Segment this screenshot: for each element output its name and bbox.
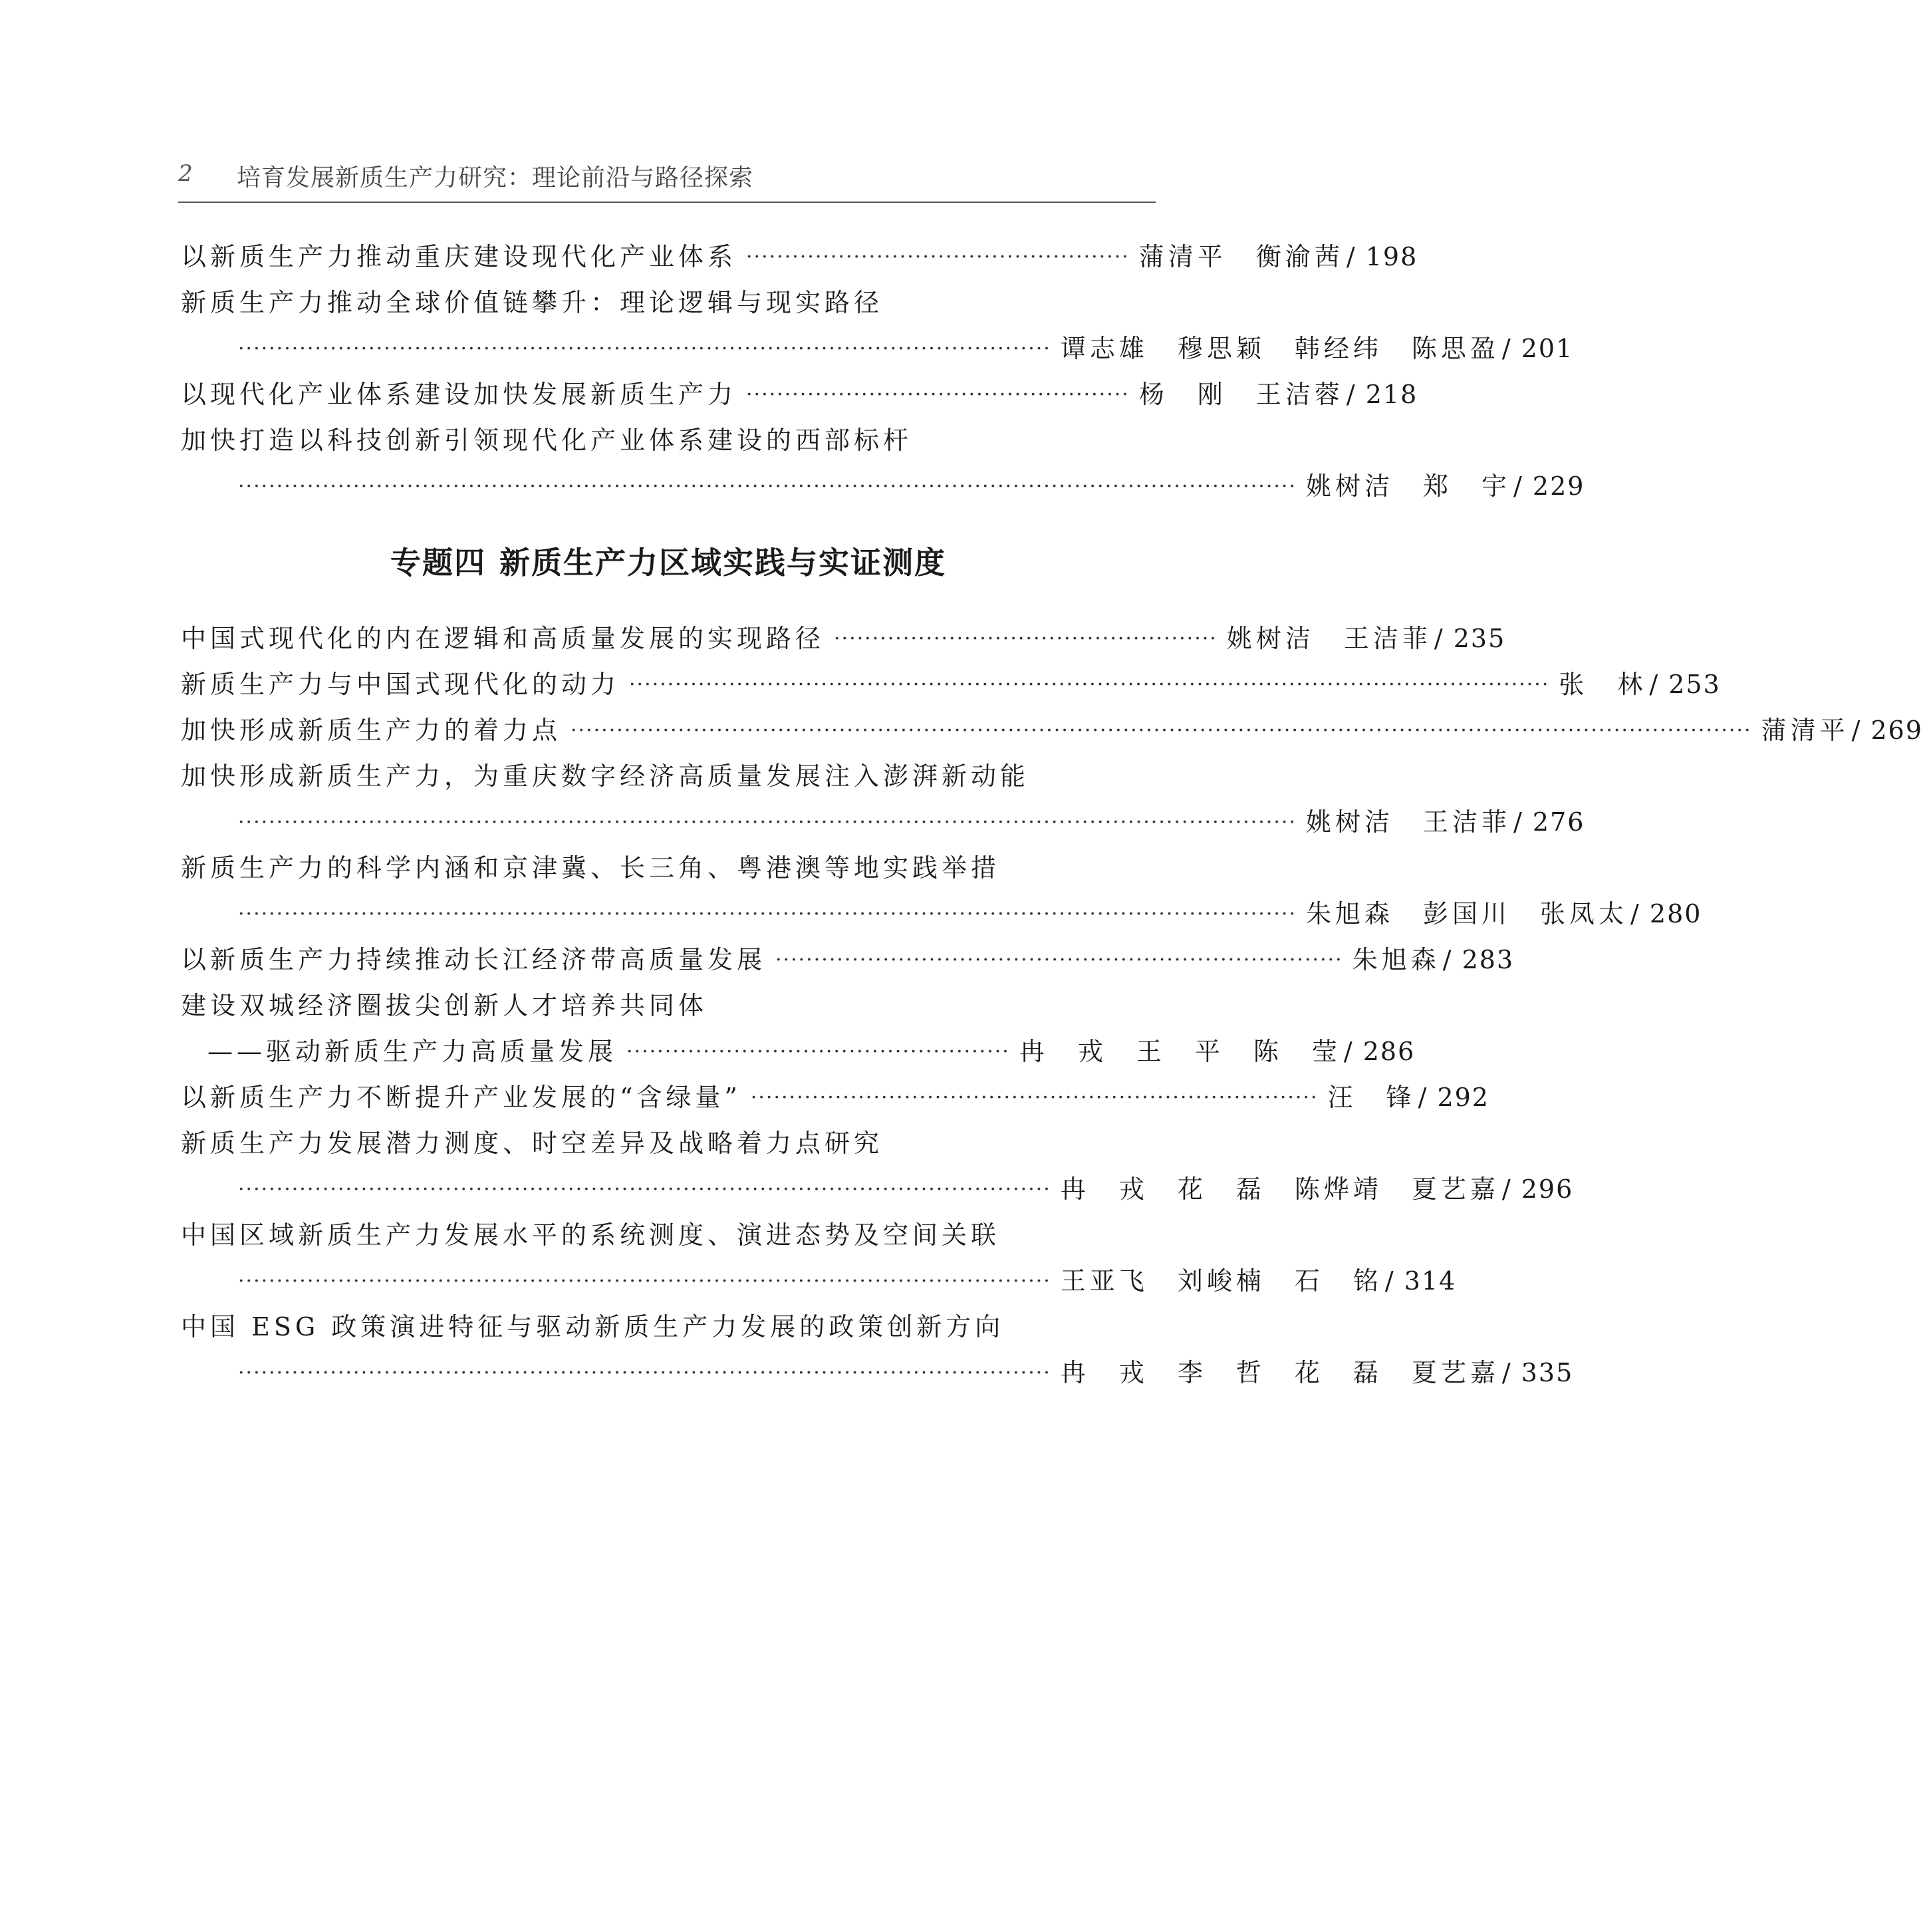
entry-authors: 杨 刚 王洁蓉 bbox=[1138, 380, 1344, 409]
entry-title: 新质生产力与中国式现代化的动力 bbox=[181, 670, 620, 699]
dot-leader: ·················································· bbox=[626, 1040, 1010, 1063]
section-label: 专题四 bbox=[390, 545, 486, 581]
entry-authors: 姚树洁 王洁菲 bbox=[1306, 807, 1511, 837]
toc-entry[interactable] bbox=[181, 708, 1923, 754]
dot-leader: ·········································································································· bbox=[238, 337, 1051, 360]
entry-authors: 朱旭森 彭国川 张凤太 bbox=[1306, 899, 1628, 928]
entry-title: 新质生产力发展潜力测度、时空差异及战略着力点研究 bbox=[181, 1129, 884, 1158]
dot-leader: ·················································· bbox=[746, 245, 1130, 269]
entry-title: 中国式现代化的内在逻辑和高质量发展的实现路径 bbox=[181, 624, 825, 653]
dot-leader: ·········································································································· bbox=[238, 1361, 1051, 1385]
entry-authors: 冉 戎 王 平 陈 莹 bbox=[1019, 1037, 1341, 1066]
entry-title: 以新质生产力不断提升产业发展的“含绿量” bbox=[181, 1083, 741, 1112]
toc-entry[interactable] bbox=[181, 616, 1506, 662]
entry-page: / 198 bbox=[1346, 242, 1418, 271]
entry-title: 中国区域新质生产力发展水平的系统测度、演进态势及空间关联 bbox=[181, 1220, 1001, 1250]
entry-title: 加快形成新质生产力的着力点 bbox=[181, 716, 562, 745]
section-heading bbox=[181, 509, 1156, 616]
entry-title: 新质生产力推动全球价值链攀升：理论逻辑与现实路径 bbox=[181, 288, 884, 317]
entry-page: / 286 bbox=[1343, 1037, 1416, 1066]
book-title: 培育发展新质生产力研究：理论前沿与路径探索 bbox=[237, 164, 754, 192]
dot-leader: ························································································································ bbox=[629, 673, 1550, 696]
toc-entry[interactable] bbox=[181, 754, 1585, 845]
entry-page: / 292 bbox=[1418, 1083, 1489, 1112]
entry-page: / 269 bbox=[1851, 716, 1923, 745]
entry-title: 以新质生产力持续推动长江经济带高质量发展 bbox=[181, 945, 767, 974]
section-title: 新质生产力区域实践与实证测度 bbox=[499, 545, 946, 581]
entry-authors: 张 林 bbox=[1559, 670, 1647, 699]
entry-page: / 276 bbox=[1513, 807, 1585, 837]
running-header bbox=[178, 156, 1156, 203]
toc-entry[interactable] bbox=[181, 280, 1574, 372]
entry-authors: 姚树洁 郑 宇 bbox=[1306, 472, 1511, 501]
toc-entry[interactable] bbox=[181, 1121, 1574, 1212]
entry-page: / 235 bbox=[1434, 624, 1506, 653]
toc-entry[interactable] bbox=[181, 1075, 1489, 1121]
toc-entry[interactable] bbox=[181, 983, 1416, 1075]
entry-page: / 335 bbox=[1501, 1358, 1574, 1387]
entry-title: 新质生产力的科学内涵和京津冀、长三角、粤港澳等地实践举措 bbox=[181, 853, 1001, 883]
dot-leader: ·········································································································· bbox=[238, 1270, 1051, 1293]
dot-leader: ·········································································· bbox=[750, 1086, 1319, 1109]
dot-leader: ·················································· bbox=[746, 383, 1130, 406]
toc-entry[interactable] bbox=[181, 418, 1585, 509]
entry-authors: 王亚飞 刘峻楠 石 铭 bbox=[1060, 1266, 1382, 1296]
entry-authors: 冉 戎 花 磊 陈烨靖 夏艺嘉 bbox=[1060, 1174, 1499, 1204]
entry-page: / 201 bbox=[1501, 334, 1574, 363]
dot-leader: ·········································································· bbox=[775, 948, 1343, 972]
entry-authors: 姚树洁 王洁菲 bbox=[1226, 624, 1432, 653]
entry-authors: 蒲清平 bbox=[1761, 716, 1849, 745]
table-of-contents bbox=[181, 234, 1923, 1396]
dot-leader: ·········································································································································· bbox=[238, 475, 1297, 498]
entry-authors: 朱旭森 bbox=[1352, 945, 1440, 974]
page-number: 2 bbox=[178, 160, 193, 187]
toc-entry[interactable] bbox=[181, 937, 1515, 983]
entry-title: 建设双城经济圈拔尖创新人才培养共同体 bbox=[181, 991, 708, 1020]
dot-leader: ·········································································································································· bbox=[238, 811, 1297, 834]
toc-entry[interactable] bbox=[181, 234, 1418, 280]
entry-page: / 253 bbox=[1649, 670, 1721, 699]
entry-page: / 229 bbox=[1513, 472, 1585, 501]
entry-authors: 汪 锋 bbox=[1327, 1083, 1416, 1112]
entry-page: / 296 bbox=[1501, 1174, 1574, 1204]
dot-leader: ·························································································································································· bbox=[571, 719, 1752, 742]
entry-authors: 谭志雄 穆思颖 韩经纬 陈思盈 bbox=[1060, 334, 1499, 363]
toc-entry[interactable] bbox=[181, 372, 1418, 418]
entry-title: 加快打造以科技创新引领现代化产业体系建设的西部标杆 bbox=[181, 426, 913, 455]
entry-page: / 283 bbox=[1442, 945, 1515, 974]
entry-title: 中国 ESG 政策演进特征与驱动新质生产力发展的政策创新方向 bbox=[181, 1312, 1005, 1341]
toc-entry[interactable] bbox=[181, 1212, 1457, 1304]
toc-entry[interactable] bbox=[181, 1304, 1574, 1396]
toc-entry[interactable] bbox=[181, 662, 1721, 708]
entry-subtitle: ——驱动新质生产力高质量发展 bbox=[207, 1037, 618, 1066]
entry-title: 以新质生产力推动重庆建设现代化产业体系 bbox=[181, 242, 737, 271]
entry-page: / 280 bbox=[1630, 899, 1702, 928]
entry-authors: 蒲清平 衡渝茜 bbox=[1138, 242, 1344, 271]
dot-leader: ·················································· bbox=[834, 627, 1218, 650]
dot-leader: ·········································································································································· bbox=[238, 902, 1297, 926]
entry-authors: 冉 戎 李 哲 花 磊 夏艺嘉 bbox=[1060, 1358, 1499, 1387]
entry-title: 以现代化产业体系建设加快发展新质生产力 bbox=[181, 380, 737, 409]
dot-leader: ·········································································································· bbox=[238, 1178, 1051, 1201]
entry-page: / 218 bbox=[1346, 380, 1418, 409]
entry-title: 加快形成新质生产力，为重庆数字经济高质量发展注入澎湃新动能 bbox=[181, 761, 1030, 791]
toc-entry[interactable] bbox=[181, 845, 1702, 937]
entry-page: / 314 bbox=[1384, 1266, 1457, 1296]
